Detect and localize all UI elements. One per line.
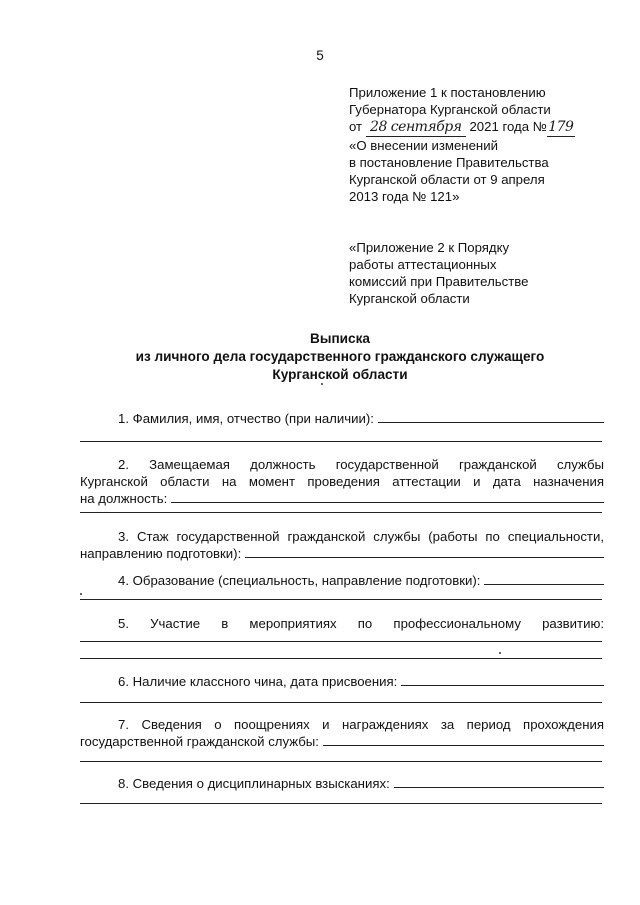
field-label: государственной гражданской службы: bbox=[80, 734, 319, 749]
title-line: Выписка bbox=[310, 331, 370, 346]
date-year: 2021 года № bbox=[469, 119, 547, 134]
field-professional-development bbox=[80, 615, 604, 632]
appendix-line: Губернатора Курганской области bbox=[349, 102, 551, 117]
field-class-rank bbox=[80, 673, 604, 690]
handwritten-date: 28 сентября bbox=[366, 119, 466, 137]
field-label: 3. Стаж государственной гражданской службы (работы по специальности, bbox=[118, 529, 604, 544]
fill-line[interactable] bbox=[80, 441, 602, 442]
field-label: направлению подготовки): bbox=[80, 546, 242, 561]
fill-line[interactable] bbox=[484, 572, 604, 585]
sub-appendix-line: «Приложение 2 к Порядку bbox=[349, 240, 510, 255]
appendix-line: «О внесении изменений bbox=[349, 138, 498, 153]
field-position bbox=[80, 456, 604, 507]
field-awards bbox=[80, 716, 604, 750]
field-label: 1. Фамилия, имя, отчество (при наличии): bbox=[118, 411, 374, 426]
fill-line[interactable] bbox=[80, 702, 602, 703]
appendix-line: Курганской области от 9 апреля bbox=[349, 172, 545, 187]
appendix-line: 2013 года № 121» bbox=[349, 189, 460, 204]
field-label: 8. Сведения о дисциплинарных взысканиях: bbox=[118, 776, 390, 791]
fill-line[interactable] bbox=[245, 545, 604, 558]
field-full-name bbox=[80, 410, 604, 427]
field-education bbox=[80, 572, 604, 589]
document-title bbox=[60, 330, 620, 384]
field-label: 5. Участие в мероприятиях по профессиональному развитию: bbox=[118, 616, 604, 631]
fill-line[interactable] bbox=[394, 775, 604, 788]
fill-line[interactable] bbox=[80, 761, 602, 762]
fill-line[interactable] bbox=[80, 512, 602, 513]
scan-speck bbox=[499, 652, 501, 654]
fill-line[interactable] bbox=[323, 733, 604, 746]
field-label: Курганской области на момент проведения аттестации и дата назначения bbox=[80, 474, 604, 489]
sub-appendix-line: комиссий при Правительстве bbox=[349, 274, 529, 289]
appendix-line: Приложение 1 к постановлению bbox=[349, 85, 546, 100]
fill-line[interactable] bbox=[80, 599, 602, 600]
field-label: 6. Наличие классного чина, дата присвоения: bbox=[118, 674, 398, 689]
field-label: 2. Замещаемая должность государственной гражданской службы bbox=[118, 457, 604, 472]
handwritten-number: 179 bbox=[548, 119, 574, 135]
field-label: 4. Образование (специальность, направление подготовки): bbox=[118, 573, 481, 588]
field-disciplinary bbox=[80, 775, 604, 792]
sub-appendix-line: работы аттестационных bbox=[349, 257, 497, 272]
field-label: 7. Сведения о поощрениях и награждениях за период прохождения bbox=[118, 717, 604, 732]
title-line: из личного дела государственного гражданского служащего bbox=[135, 349, 545, 364]
fill-line[interactable] bbox=[80, 641, 602, 642]
page-number: 5 bbox=[316, 48, 324, 63]
scan-speck bbox=[321, 383, 323, 385]
title-line: Курганской области bbox=[272, 367, 408, 382]
field-service-length bbox=[80, 528, 604, 562]
fill-line[interactable] bbox=[80, 658, 602, 659]
appendix-header bbox=[349, 84, 609, 307]
field-label: на должность: bbox=[80, 491, 168, 506]
appendix-line: в постановление Правительства bbox=[349, 155, 549, 170]
scan-speck bbox=[80, 593, 82, 595]
date-prefix: от bbox=[349, 119, 363, 134]
sub-appendix-line: Курганской области bbox=[349, 291, 470, 306]
appendix-date-line bbox=[349, 118, 609, 137]
fill-line[interactable] bbox=[378, 410, 604, 423]
fill-line[interactable] bbox=[171, 490, 604, 503]
fill-line[interactable] bbox=[80, 803, 602, 804]
fill-line[interactable] bbox=[401, 673, 604, 686]
